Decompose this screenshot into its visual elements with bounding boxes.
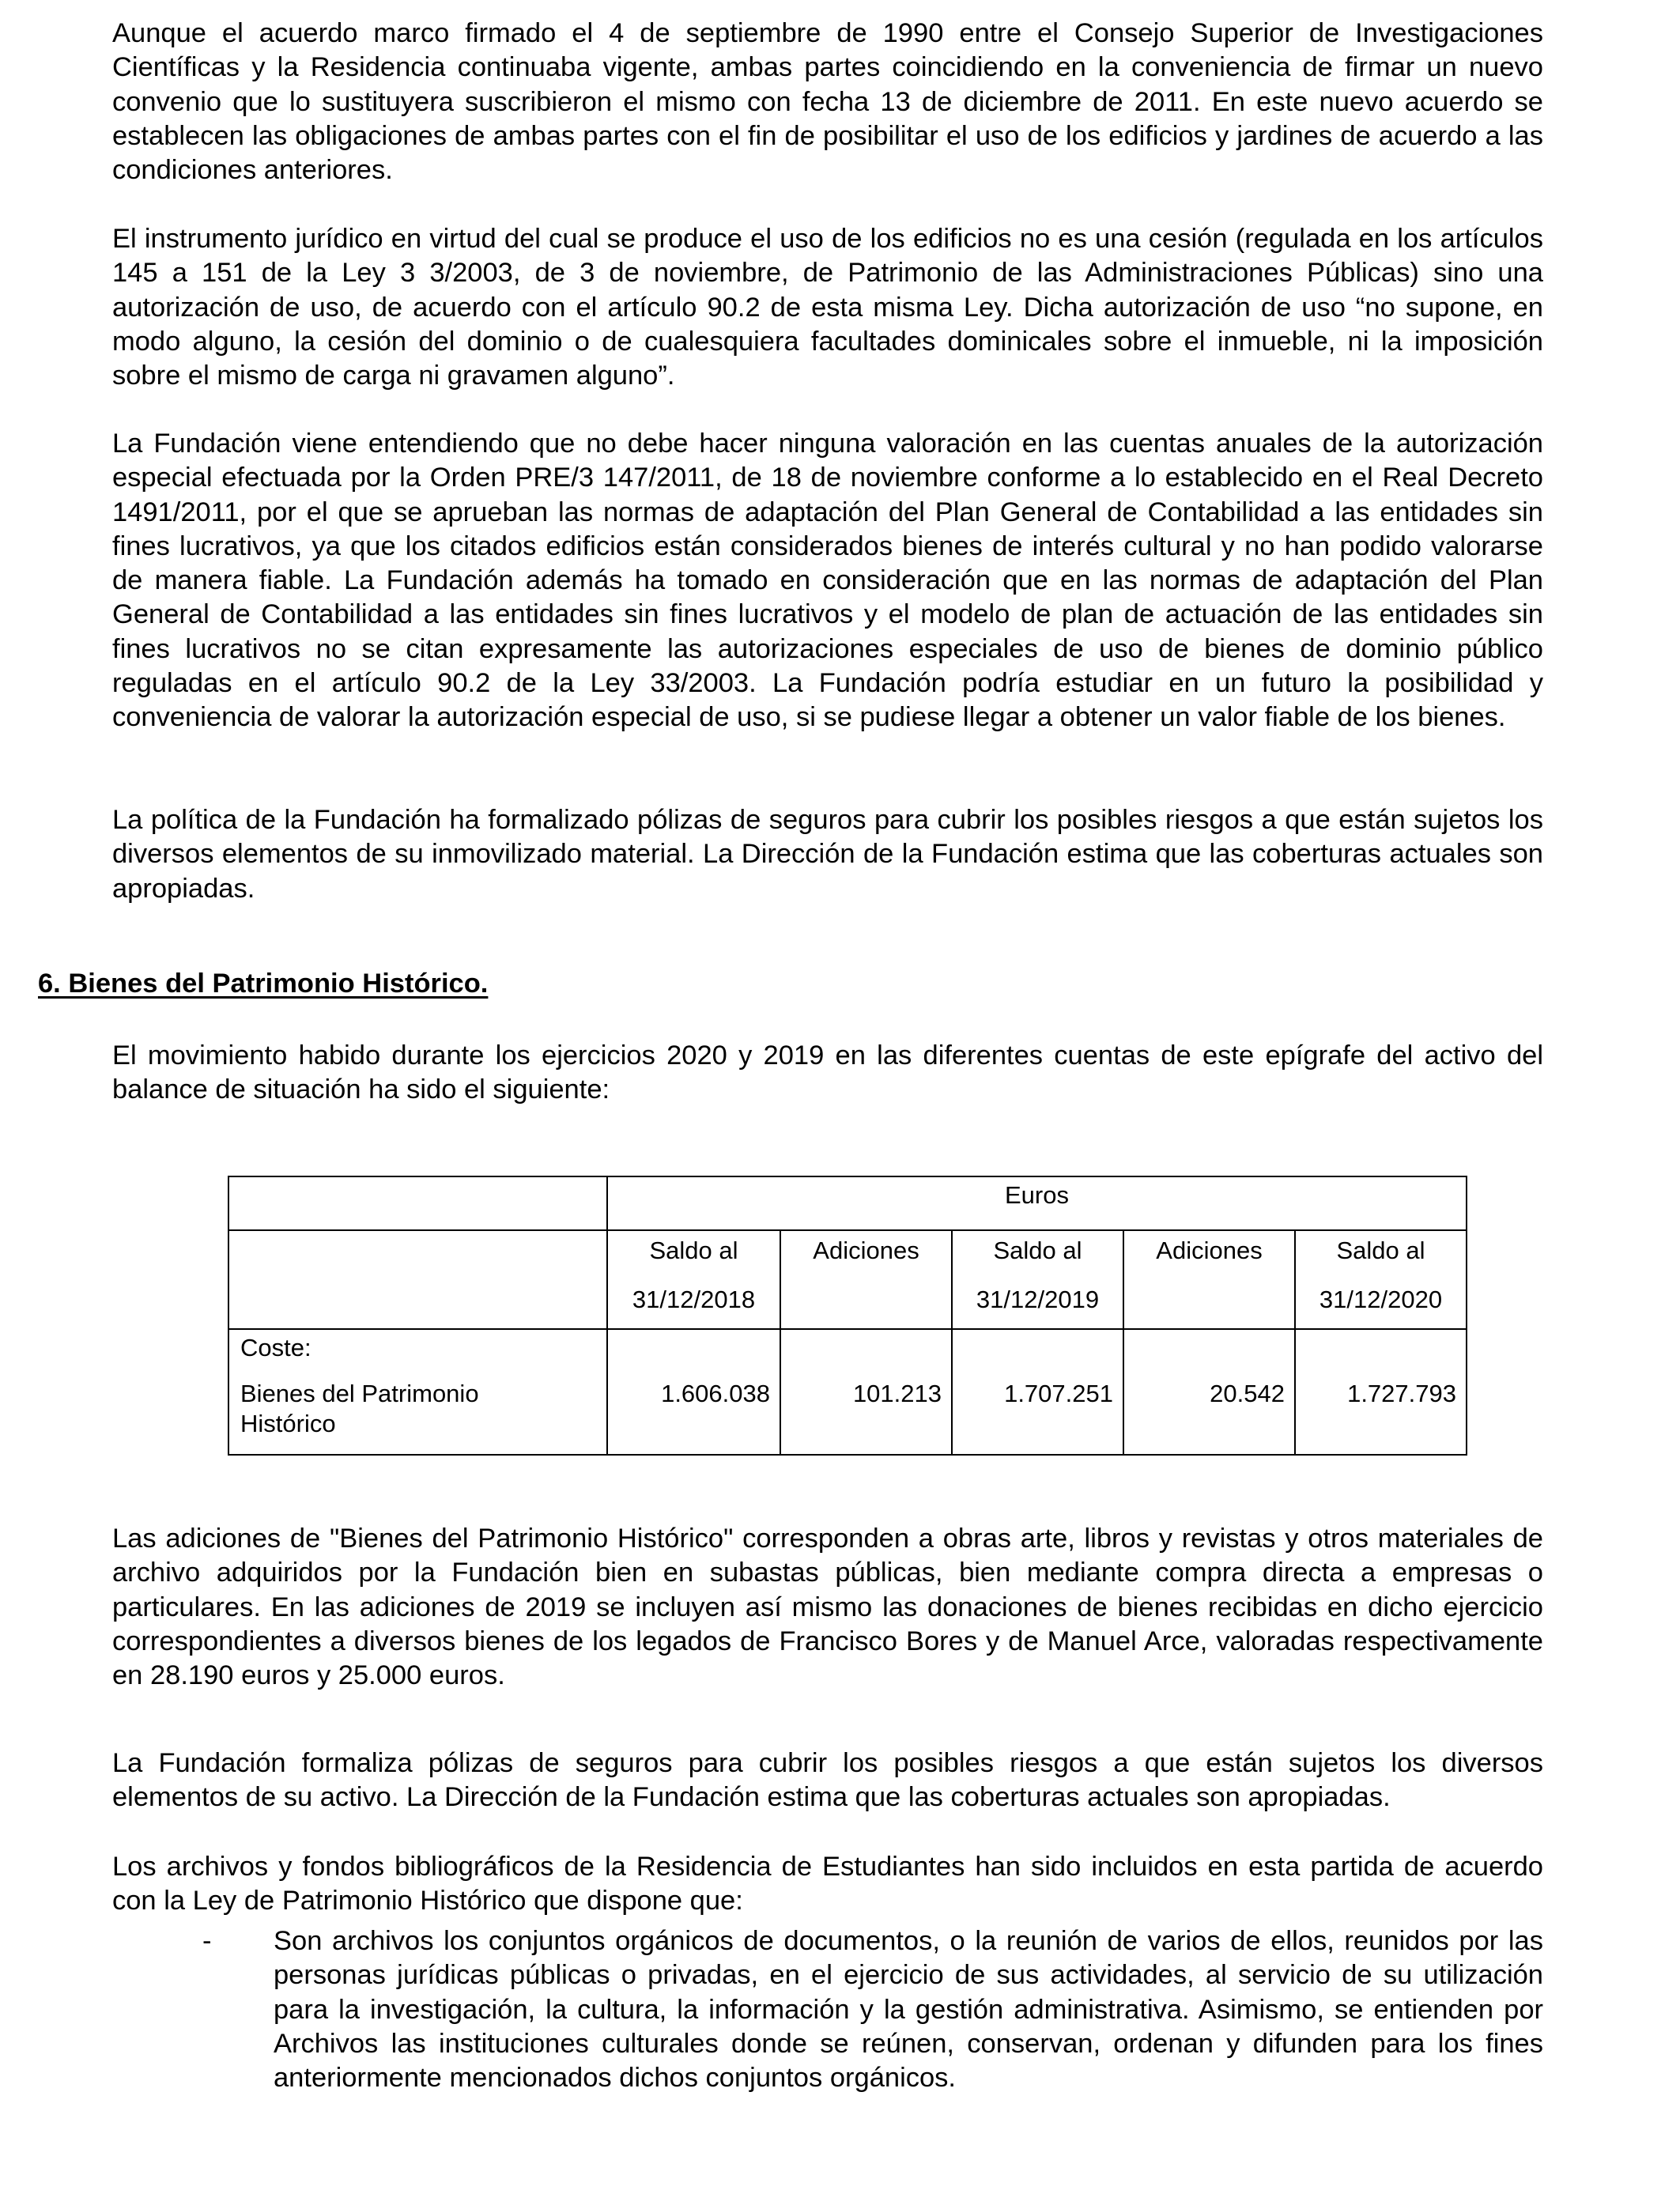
value-adiciones-2020	[1123, 1329, 1295, 1455]
section-heading: 6. Bienes del Patrimonio Histórico.	[38, 969, 489, 999]
table-currency-header: Euros	[607, 1176, 1467, 1230]
table-empty-cell	[228, 1176, 607, 1230]
list-item-marker: -	[202, 1926, 212, 1956]
paragraph-instrumento-juridico: El instrumento jurídico en virtud del cual se produce el uso de los edificios no es una cesión (regulada en los artículos 145 a 151 de la Ley 3 3/2003, de 3 de noviembre, de Patrimonio de las Administraciones Públicas) sino una autorización de uso, de acuerdo con el artículo 90.2 de esta misma Ley. Dicha autorización de uso “no supone, en modo alguno, la cesión del dominio o de cualesquiera facultades dominicales sobre el inmueble, ni la imposición sobre el mismo de carga ni gravamen alguno”.	[112, 224, 1543, 391]
column-header-line1: Adiciones	[1156, 1237, 1263, 1264]
row-label-bienes: Bienes del Patrimonio Histórico	[240, 1380, 479, 1437]
cell-value: 1.707.251	[1004, 1380, 1113, 1407]
paragraph-archivos-intro: Los archivos y fondos bibliográficos de la Residencia de Estudiantes han sido incluidos en esta partida de acuerdo con la Ley de Patrimonio Histórico que dispone que:	[112, 1852, 1543, 1916]
column-header-adiciones-2019	[780, 1230, 952, 1329]
paragraph-seguros-inmovilizado: La política de la Fundación ha formalizado pólizas de seguros para cubrir los posibles riesgos a que están sujetos los diversos elementos de su inmovilizado material. La Dirección de la Fundación estima que las coberturas actuales son apropiadas.	[112, 805, 1543, 904]
column-header-line2: 31/12/2018	[632, 1286, 756, 1313]
column-header-line2: 31/12/2020	[1319, 1286, 1443, 1313]
cell-value: 101.213	[852, 1380, 942, 1407]
section-label-coste: Coste:	[240, 1334, 311, 1361]
paragraph-seguros-activo: La Fundación formaliza pólizas de seguros para cubrir los posibles riesgos a que están sujetos los diversos elementos de su activo. La Dirección de la Fundación estima que las coberturas actuales son apropiadas.	[112, 1748, 1543, 1813]
table-row	[228, 1329, 1467, 1455]
column-header-saldo-2018	[607, 1230, 780, 1329]
column-header-line1: Adiciones	[813, 1237, 919, 1264]
list-item: Son archivos los conjuntos orgánicos de documentos, o la reunión de varios de ellos, reunidos por las personas jurídicas públicas o privadas, en el ejercicio de sus actividades, al servicio de su utilización para la investigación, la cultura, la información y la gestión administrativa. Asimismo, se entienden por Archivos las instituciones culturales donde se reúnen, conservan, ordenan y difunden para los fines anteriormente mencionados dichos conjuntos orgánicos.	[274, 1926, 1543, 2094]
table-empty-cell	[228, 1230, 607, 1329]
table-header-row-currency	[228, 1176, 1467, 1230]
cell-value: 1.606.038	[661, 1380, 770, 1407]
column-header-adiciones-2020	[1123, 1230, 1295, 1329]
paragraph-valoracion: La Fundación viene entendiendo que no debe hacer ninguna valoración en las cuentas anuales de la autorización especial efectuada por la Orden PRE/3 147/2011, de 18 de noviembre conforme a lo establecido en el Real Decreto 1491/2011, por el que se aprueban las normas de adaptación del Plan General de Contabilidad a las entidades sin fines lucrativos, ya que los citados edificios están considerados bienes de interés cultural y no han podido valorarse de manera fiable. La Fundación además ha tomado en consideración que en las normas de adaptación del Plan General de Contabilidad a las entidades sin fines lucrativos y el modelo de plan de actuación de las entidades sin fines lucrativos no se citan expresamente las autorizaciones especiales de uso de bienes de dominio público reguladas en el artículo 90.2 de la Ley 33/2003. La Fundación podría estudiar en un futuro la posibilidad y conveniencia de valorar la autorización especial de uso, si se pudiese llegar a obtener un valor fiable de los bienes.	[112, 429, 1543, 733]
paragraph-movimiento-intro: El movimiento habido durante los ejercicios 2020 y 2019 en las diferentes cuentas de este epígrafe del activo del balance de situación ha sido el siguiente:	[112, 1040, 1543, 1105]
column-header-saldo-2020	[1295, 1230, 1467, 1329]
column-header-saldo-2019	[952, 1230, 1123, 1329]
value-adiciones-2019	[780, 1329, 952, 1455]
movement-table	[228, 1176, 1467, 1456]
column-header-line1: Saldo al	[993, 1237, 1082, 1264]
cell-value: 20.542	[1210, 1380, 1285, 1407]
value-saldo-2019	[952, 1329, 1123, 1455]
value-saldo-2018	[607, 1329, 780, 1455]
cell-value: 1.727.793	[1347, 1380, 1456, 1407]
paragraph-convenio: Aunque el acuerdo marco firmado el 4 de septiembre de 1990 entre el Consejo Superior de Investigaciones Científicas y la Residencia continuaba vigente, ambas partes coincidiendo en la conveniencia de firmar un nuevo convenio que lo sustituyera suscribieron el mismo con fecha 13 de diciembre de 2011. En este nuevo acuerdo se establecen las obligaciones de ambas partes con el fin de posibilitar el uso de los edificios y jardines de acuerdo a las condiciones anteriores.	[112, 18, 1543, 186]
column-header-line1: Saldo al	[1336, 1237, 1425, 1264]
column-header-line2: 31/12/2019	[976, 1286, 1100, 1313]
value-saldo-2020	[1295, 1329, 1467, 1455]
table-header-row-columns	[228, 1230, 1467, 1329]
row-label-cell	[228, 1329, 607, 1455]
paragraph-adiciones: Las adiciones de "Bienes del Patrimonio Histórico" corresponden a obras arte, libros y revistas y otros materiales de archivo adquiridos por la Fundación bien en subastas públicas, bien mediante compra directa a empresas o particulares. En las adiciones de 2019 se incluyen así mismo las donaciones de bienes recibidas en dicho ejercicio correspondientes a diversos bienes de los legados de Francisco Bores y de Manuel Arce, valoradas respectivamente en 28.190 euros y 25.000 euros.	[112, 1524, 1543, 1691]
column-header-line1: Saldo al	[649, 1237, 738, 1264]
